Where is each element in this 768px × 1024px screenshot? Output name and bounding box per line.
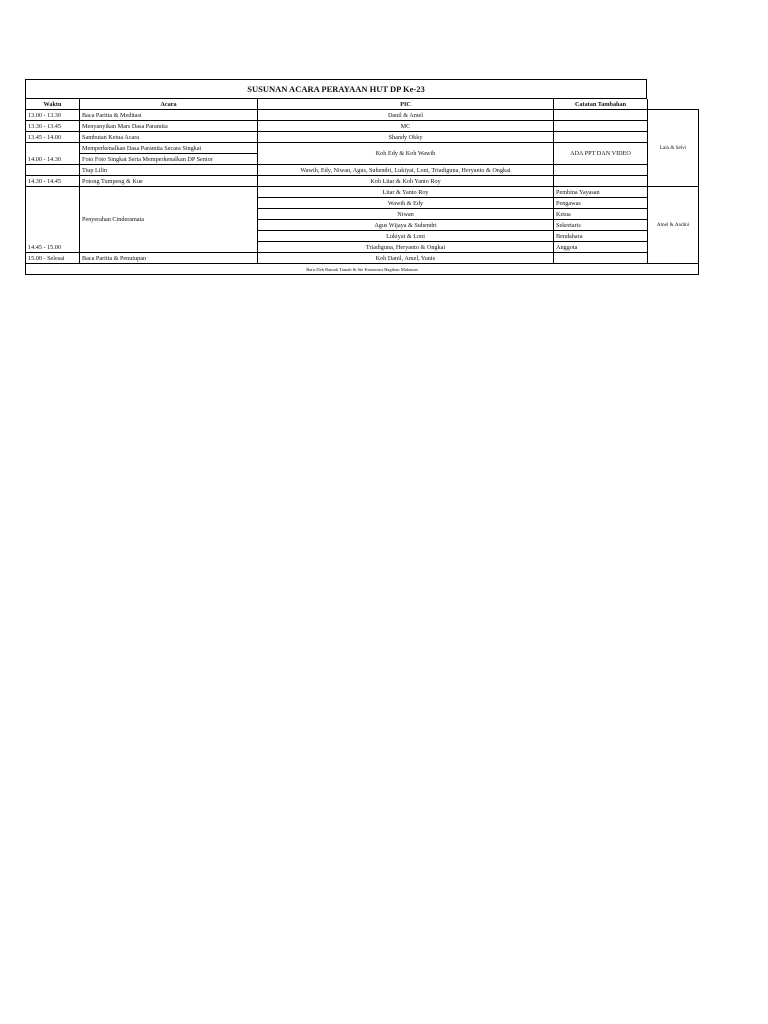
waktu-cell: 13.00 - 13.30: [26, 110, 80, 121]
side-note-second: Amel & Andini: [648, 187, 699, 264]
acara-cell: Foto Foto Singkat Serta Memperkenalkan DP Senior: [80, 154, 258, 165]
table-row: [26, 253, 699, 264]
table-row: [26, 165, 699, 176]
catatan-cell: Bendahara: [554, 231, 648, 242]
pic-cell: Koh Litar & Koh Yanto Roy: [258, 176, 554, 187]
page-title: SUSUNAN ACARA PERAYAAN HUT DP Ke-23: [25, 79, 647, 99]
side-note-first: Lala & Selvi: [648, 110, 699, 187]
table-row: [26, 132, 699, 143]
table-row: [26, 143, 699, 154]
header-waktu: Waktu: [26, 99, 80, 110]
pic-cell: Wawih, Edy, Niwan, Agus, Suhendri, Lukiyat, Loni, Triadiguna, Heryanto & Ongkai: [258, 165, 554, 176]
pic-cell: Triadiguna, Heryanto & Ongkai: [258, 242, 554, 253]
pic-cell: MC: [258, 121, 554, 132]
acara-cell: Potong Tumpeng & Kue: [80, 176, 258, 187]
header-acara: Acara: [80, 99, 258, 110]
acara-cell: Menyanyikan Mars Dasa Paramita: [80, 121, 258, 132]
catatan-cell: Pengawas: [554, 198, 648, 209]
waktu-cell: 14.30 - 14.45: [26, 176, 80, 187]
waktu-cell: 14.45 - 15.00: [26, 187, 80, 253]
catatan-cell: Anggota: [554, 242, 648, 253]
waktu-cell: 13.30 - 13.45: [26, 121, 80, 132]
schedule-table: [25, 99, 699, 275]
waktu-cell: 14.00 - 14.30: [26, 143, 80, 165]
table-row: [26, 176, 699, 187]
catatan-cell: [554, 132, 648, 143]
header-blank: [648, 99, 699, 110]
acara-cell: Tiup Lilin: [80, 165, 258, 176]
catatan-cell: [554, 110, 648, 121]
catatan-cell: Pembina Yayasan: [554, 187, 648, 198]
header-row: [26, 99, 699, 110]
catatan-cell: Ketua: [554, 209, 648, 220]
acara-cell: Baca Paritta & Meditasi: [80, 110, 258, 121]
pic-cell: Koh Edy & Koh Wawih: [258, 143, 554, 165]
schedule-sheet: [25, 79, 698, 280]
acara-cell: Baca Paritta & Penutupan: [80, 253, 258, 264]
pic-cell: Lukiyat & Loni: [258, 231, 554, 242]
waktu-cell: [26, 165, 80, 176]
acara-cell: Memperkenalkan Dasa Paramita Secara Singkat: [80, 143, 258, 154]
table-row: [26, 121, 699, 132]
waktu-cell: 15.00 - Selesai: [26, 253, 80, 264]
table-row: [26, 187, 699, 198]
catatan-cell: [554, 121, 648, 132]
pic-cell: Danil & Amel: [258, 110, 554, 121]
table-row: [26, 110, 699, 121]
pic-cell: Litar & Yanto Roy: [258, 187, 554, 198]
catatan-cell: [554, 253, 648, 264]
footer-row: [26, 264, 699, 275]
catatan-cell: [554, 176, 648, 187]
header-pic: PIC: [258, 99, 554, 110]
footer-note: Baru Deh Ramah Tamah & Sie Konsumsi Bagikan Makanan: [26, 264, 699, 275]
pic-cell: Wawih & Edy: [258, 198, 554, 209]
waktu-cell: 13.45 - 14.00: [26, 132, 80, 143]
pic-cell: Niwan: [258, 209, 554, 220]
catatan-cell: Sekretaris: [554, 220, 648, 231]
acara-cell: Penyerahan Cinderamata: [80, 187, 258, 253]
pic-cell: Koh Danil, Amel, Yunie: [258, 253, 554, 264]
pic-cell: Agus Wijaya & Suhendri: [258, 220, 554, 231]
acara-cell: Sambutan Ketua Acara: [80, 132, 258, 143]
header-catatan: Catatan Tambahan: [554, 99, 648, 110]
catatan-cell: [554, 165, 648, 176]
pic-cell: Shandy Okky: [258, 132, 554, 143]
catatan-cell: ADA PPT DAN VIDEO: [554, 143, 648, 165]
